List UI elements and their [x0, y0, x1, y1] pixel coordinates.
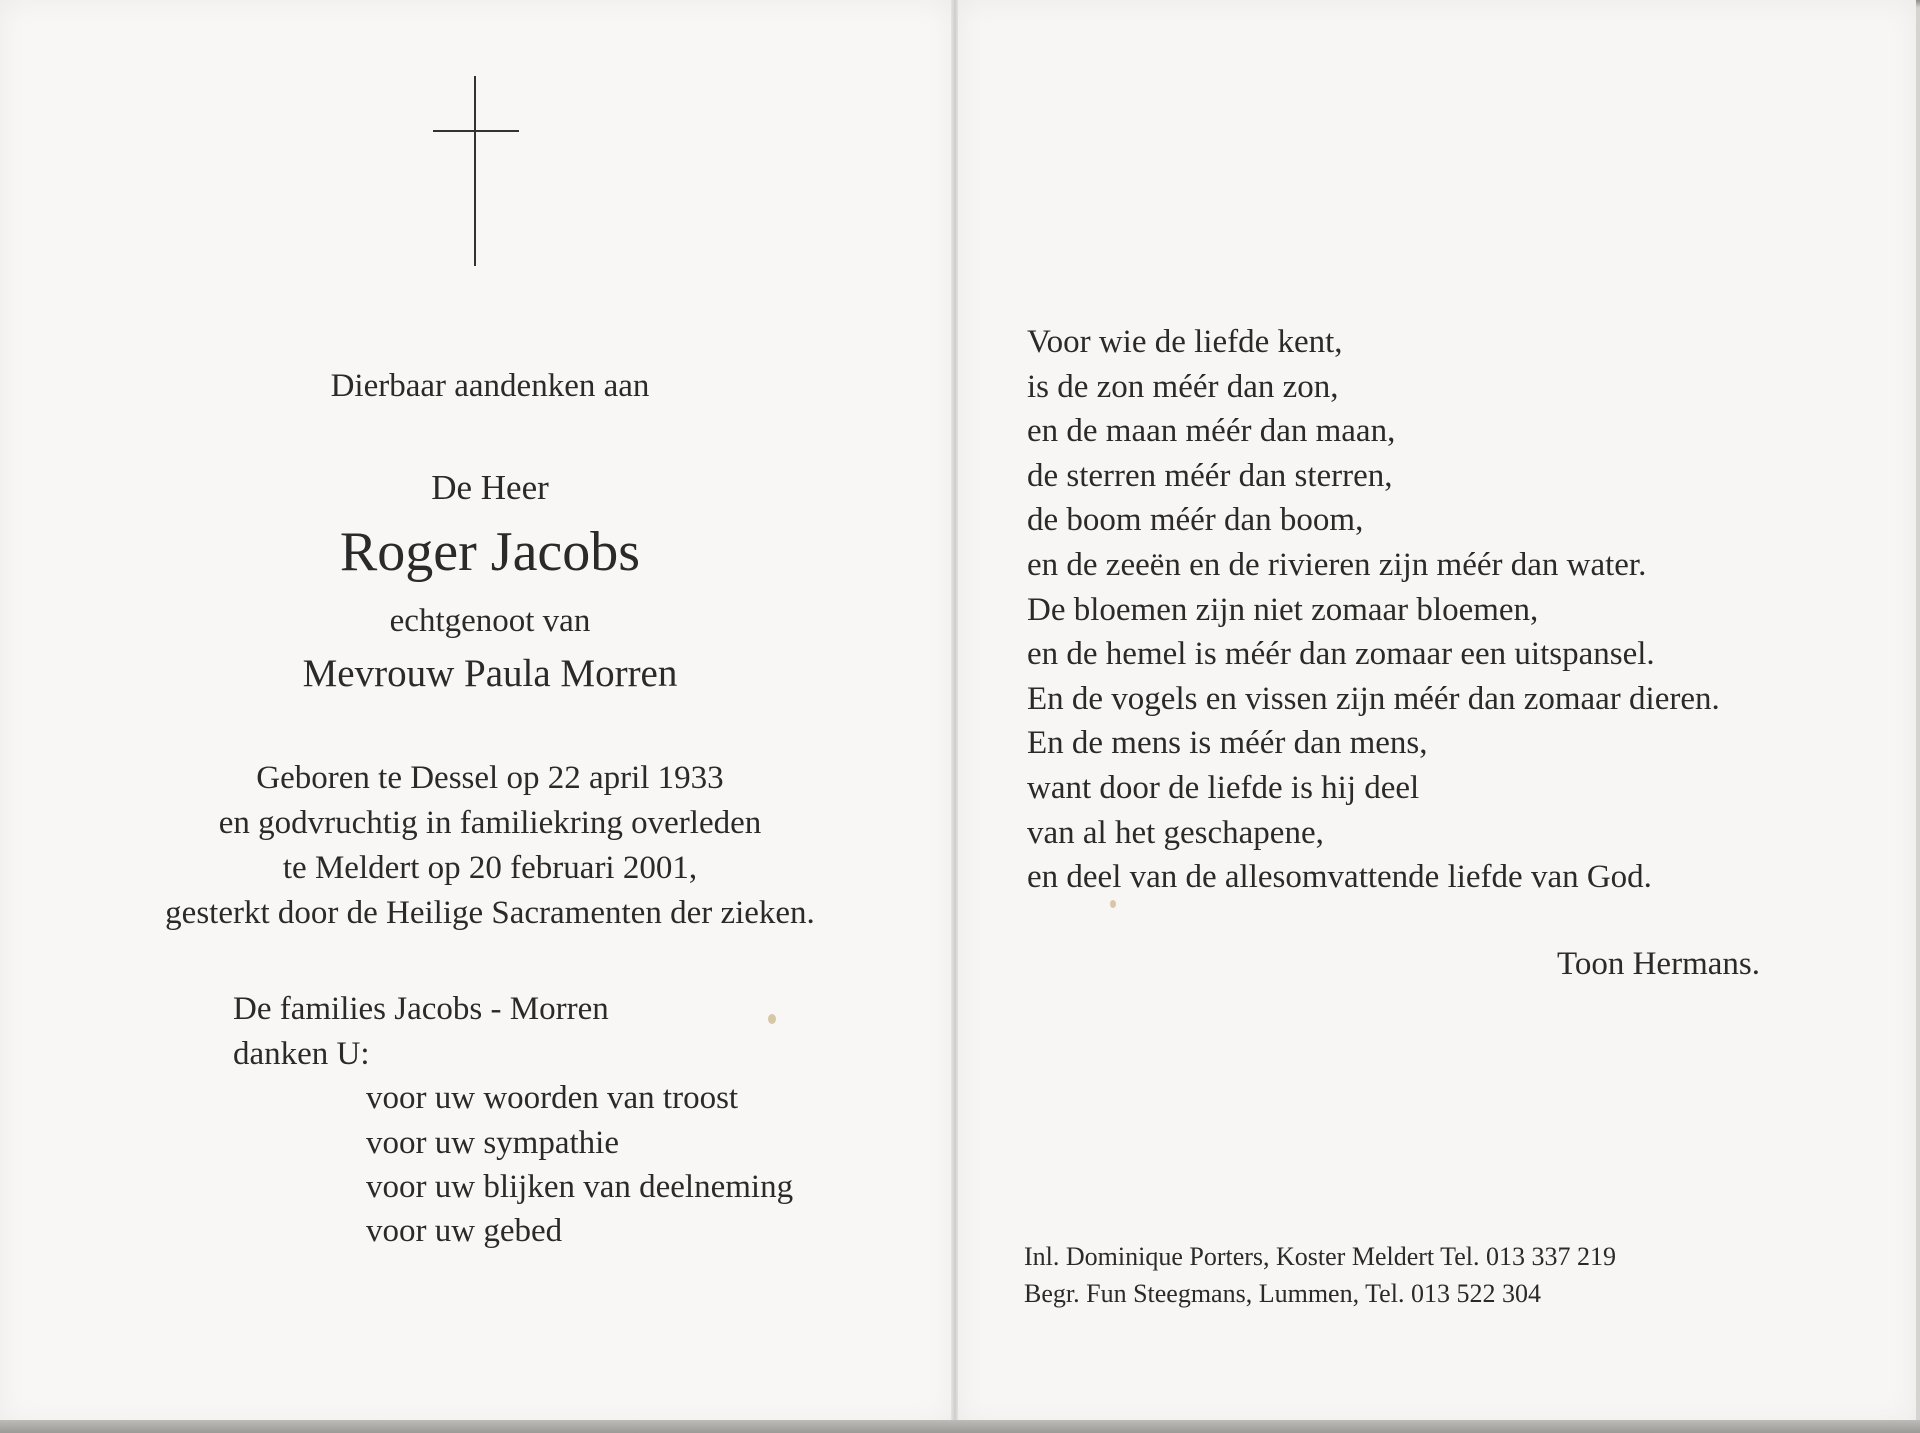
right-panel [958, 0, 1916, 1425]
intro-text: Dierbaar aandenken aan [330, 368, 650, 404]
credit-line: Begr. Fun Steegmans, Lummen, Tel. 013 522 304 [1024, 1279, 1541, 1308]
poem-line: en deel van de allesomvattende liefde van God. [1027, 859, 1652, 896]
poem-line: en de maan méér dan maan, [1027, 413, 1396, 450]
thanks-item: voor uw woorden van troost [366, 1080, 739, 1116]
poem-line: is de zon méér dan zon, [1027, 368, 1339, 405]
cross-icon [433, 76, 519, 266]
paper-speck [1110, 900, 1116, 908]
credit-line: Inl. Dominique Porters, Koster Meldert Tel. 013 337 219 [1024, 1242, 1617, 1271]
poem-line: En de vogels en vissen zijn méér dan zomaar dieren. [1027, 680, 1720, 717]
bio-line: Geboren te Dessel op 22 april 1933 [256, 760, 724, 796]
left-panel [0, 0, 954, 1425]
families-text: De families Jacobs - Morren [233, 991, 609, 1027]
poem-line: want door de liefde is hij deel [1027, 769, 1420, 806]
deceased-name: Roger Jacobs [339, 521, 641, 583]
bio-line: te Meldert op 20 februari 2001, [282, 850, 698, 886]
paper-speck [768, 1014, 776, 1024]
spouse-label: echtgenoot van [389, 603, 591, 639]
poem-author: Toon Hermans. [1557, 946, 1760, 982]
poem-line: En de mens is méér dan mens, [1027, 725, 1428, 762]
poem [1027, 320, 1720, 900]
poem-line: en de hemel is méér dan zomaar een uitspansel. [1027, 636, 1655, 673]
poem-line: van al het geschapene, [1027, 814, 1324, 851]
thanks-item: voor uw blijken van deelneming [366, 1169, 794, 1205]
card-bottom-edge [0, 1420, 1920, 1433]
poem-line: en de zeeën en de rivieren zijn méér dan water. [1027, 546, 1647, 583]
thanks-item: voor uw sympathie [366, 1125, 619, 1161]
thanks-intro: danken U: [233, 1036, 370, 1072]
poem-line: de boom méér dan boom, [1027, 502, 1364, 539]
poem-line: Voor wie de liefde kent, [1027, 324, 1343, 360]
honorific: De Heer [431, 468, 549, 507]
bio-line: gesterkt door de Heilige Sacramenten der zieken. [165, 895, 815, 931]
poem-line: de sterren méér dan sterren, [1027, 457, 1393, 494]
bio-line: en godvruchtig in familiekring overleden [218, 805, 762, 841]
credits [1024, 1238, 1616, 1312]
spouse-name: Mevrouw Paula Morren [302, 652, 678, 695]
poem-line: De bloemen zijn niet zomaar bloemen, [1027, 591, 1539, 628]
thanks-item: voor uw gebed [366, 1213, 563, 1249]
